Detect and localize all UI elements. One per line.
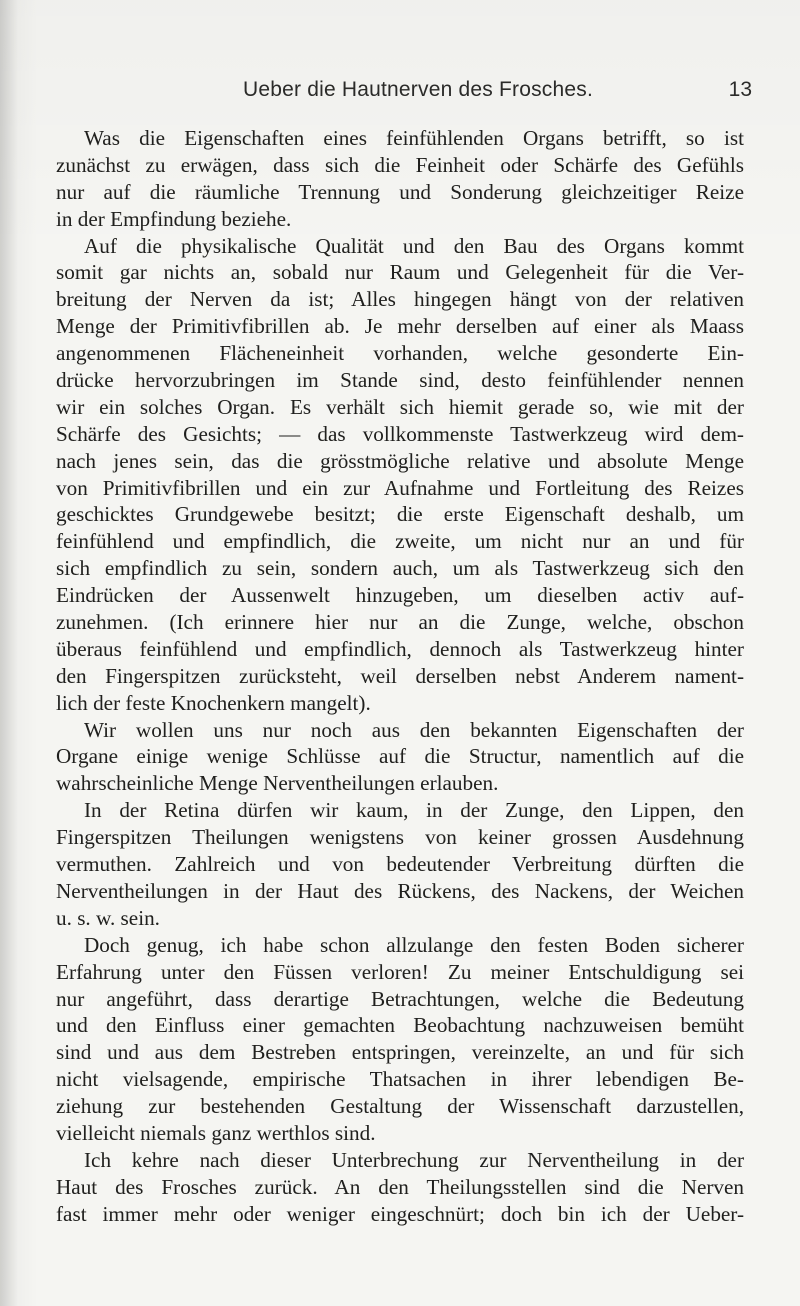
body-text [56,125,744,1228]
text-line: und den Einfluss einer gemachten Beobachtung nachzuweisen bemüht [56,1013,744,1038]
text-line: nur auf die räumliche Trennung und Sonderung gleichzeitiger Reize [56,179,744,204]
text-line: Haut des Frosches zurück. An den Theilungsstellen sind die Nerven [56,1174,744,1199]
text-line: Doch genug, ich habe schon allzulange den festen Boden sicherer [84,932,744,957]
text-line: nicht vielsagende, empirische Thatsachen in ihrer lebendigen Be- [56,1067,744,1092]
text-line: somit gar nichts an, sobald nur Raum und Gelegenheit für die Ver- [56,260,744,285]
text-line: Ich kehre nach dieser Unterbrechung zur Nerventheilung in der [84,1147,744,1172]
text-line: wahrscheinliche Menge Nerventheilungen erlauben. [56,771,499,796]
text-line: Wir wollen uns nur noch aus den bekannten Eigenschaften der [84,717,744,742]
text-line: nur angeführt, dass derartige Betrachtungen, welche die Bedeutung [56,986,744,1011]
page-number: 13 [728,78,752,101]
text-line: geschicktes Grundgewebe besitzt; die erste Eigenschaft deshalb, um [56,502,744,527]
text-line: u. s. w. sein. [56,905,160,930]
text-line: fast immer mehr oder weniger eingeschnürt; doch bin ich der Ueber- [56,1201,744,1226]
text-line: drücke hervorzubringen im Stande sind, desto feinfühlender nennen [56,368,744,393]
text-line: zunächst zu erwägen, dass sich die Feinheit oder Schärfe des Gefühls [56,152,744,177]
text-line: Eindrücken der Aussenwelt hinzugeben, um dieselben activ auf- [56,583,744,608]
text-line: Schärfe des Gesichts; — das vollkommenste Tastwerkzeug wird dem- [56,421,744,446]
text-line: Nerventheilungen in der Haut des Rückens, des Nackens, der Weichen [56,878,744,903]
page-gutter-shadow [0,0,18,1306]
text-line: den Fingerspitzen zurücksteht, weil derselben nebst Anderem nament- [56,663,744,688]
text-line: sich empfindlich zu sein, sondern auch, um als Tastwerkzeug sich den [56,556,744,581]
text-line: Auf die physikalische Qualität und den Bau des Organs kommt [84,233,744,258]
text-line: zunehmen. (Ich erinnere hier nur an die Zunge, welche, obschon [56,610,744,635]
text-line: Menge der Primitivfibrillen ab. Je mehr derselben auf einer als Maass [56,314,744,339]
text-line: nach jenes sein, das die grösstmögliche relative und absolute Menge [56,448,744,473]
text-line: breitung der Nerven da ist; Alles hingegen hängt von der relativen [56,287,744,312]
text-line: sind und aus dem Bestreben entspringen, vereinzelte, an und für sich [56,1040,744,1065]
text-line: lich der feste Knochenkern mangelt). [56,690,371,715]
text-line: feinfühlend und empfindlich, die zweite, um nicht nur an und für [56,529,744,554]
running-title: Ueber die Hautnerven des Frosches. [243,78,593,101]
text-line: Was die Eigenschaften eines feinfühlenden Organs betrifft, so ist [84,126,744,150]
text-line: In der Retina dürfen wir kaum, in der Zunge, den Lippen, den [84,798,744,823]
text-line: vermuthen. Zahlreich und von bedeutender Verbreitung dürften die [56,852,744,877]
text-line: wir ein solches Organ. Es verhält sich hiemit gerade so, wie mit der [56,394,744,419]
text-line: Erfahrung unter den Füssen verloren! Zu meiner Entschuldigung sei [56,959,744,984]
text-line: angenommenen Flächeneinheit vorhanden, welche gesonderte Ein- [56,341,744,366]
text-line: Organe einige wenige Schlüsse auf die Structur, namentlich auf die [56,744,744,769]
text-line: in der Empfindung beziehe. [56,206,292,231]
text-line: überaus feinfühlend und empfindlich, dennoch als Tastwerkzeug hinter [56,636,744,661]
text-line: Fingerspitzen Theilungen wenigstens von keiner grossen Ausdehnung [56,825,744,850]
text-line: vielleicht niemals ganz werthlos sind. [56,1120,376,1145]
text-line: von Primitivfibrillen und ein zur Aufnahme und Fortleitung des Reizes [56,475,744,500]
text-line: ziehung zur bestehenden Gestaltung der Wissenschaft darzustellen, [56,1094,744,1119]
